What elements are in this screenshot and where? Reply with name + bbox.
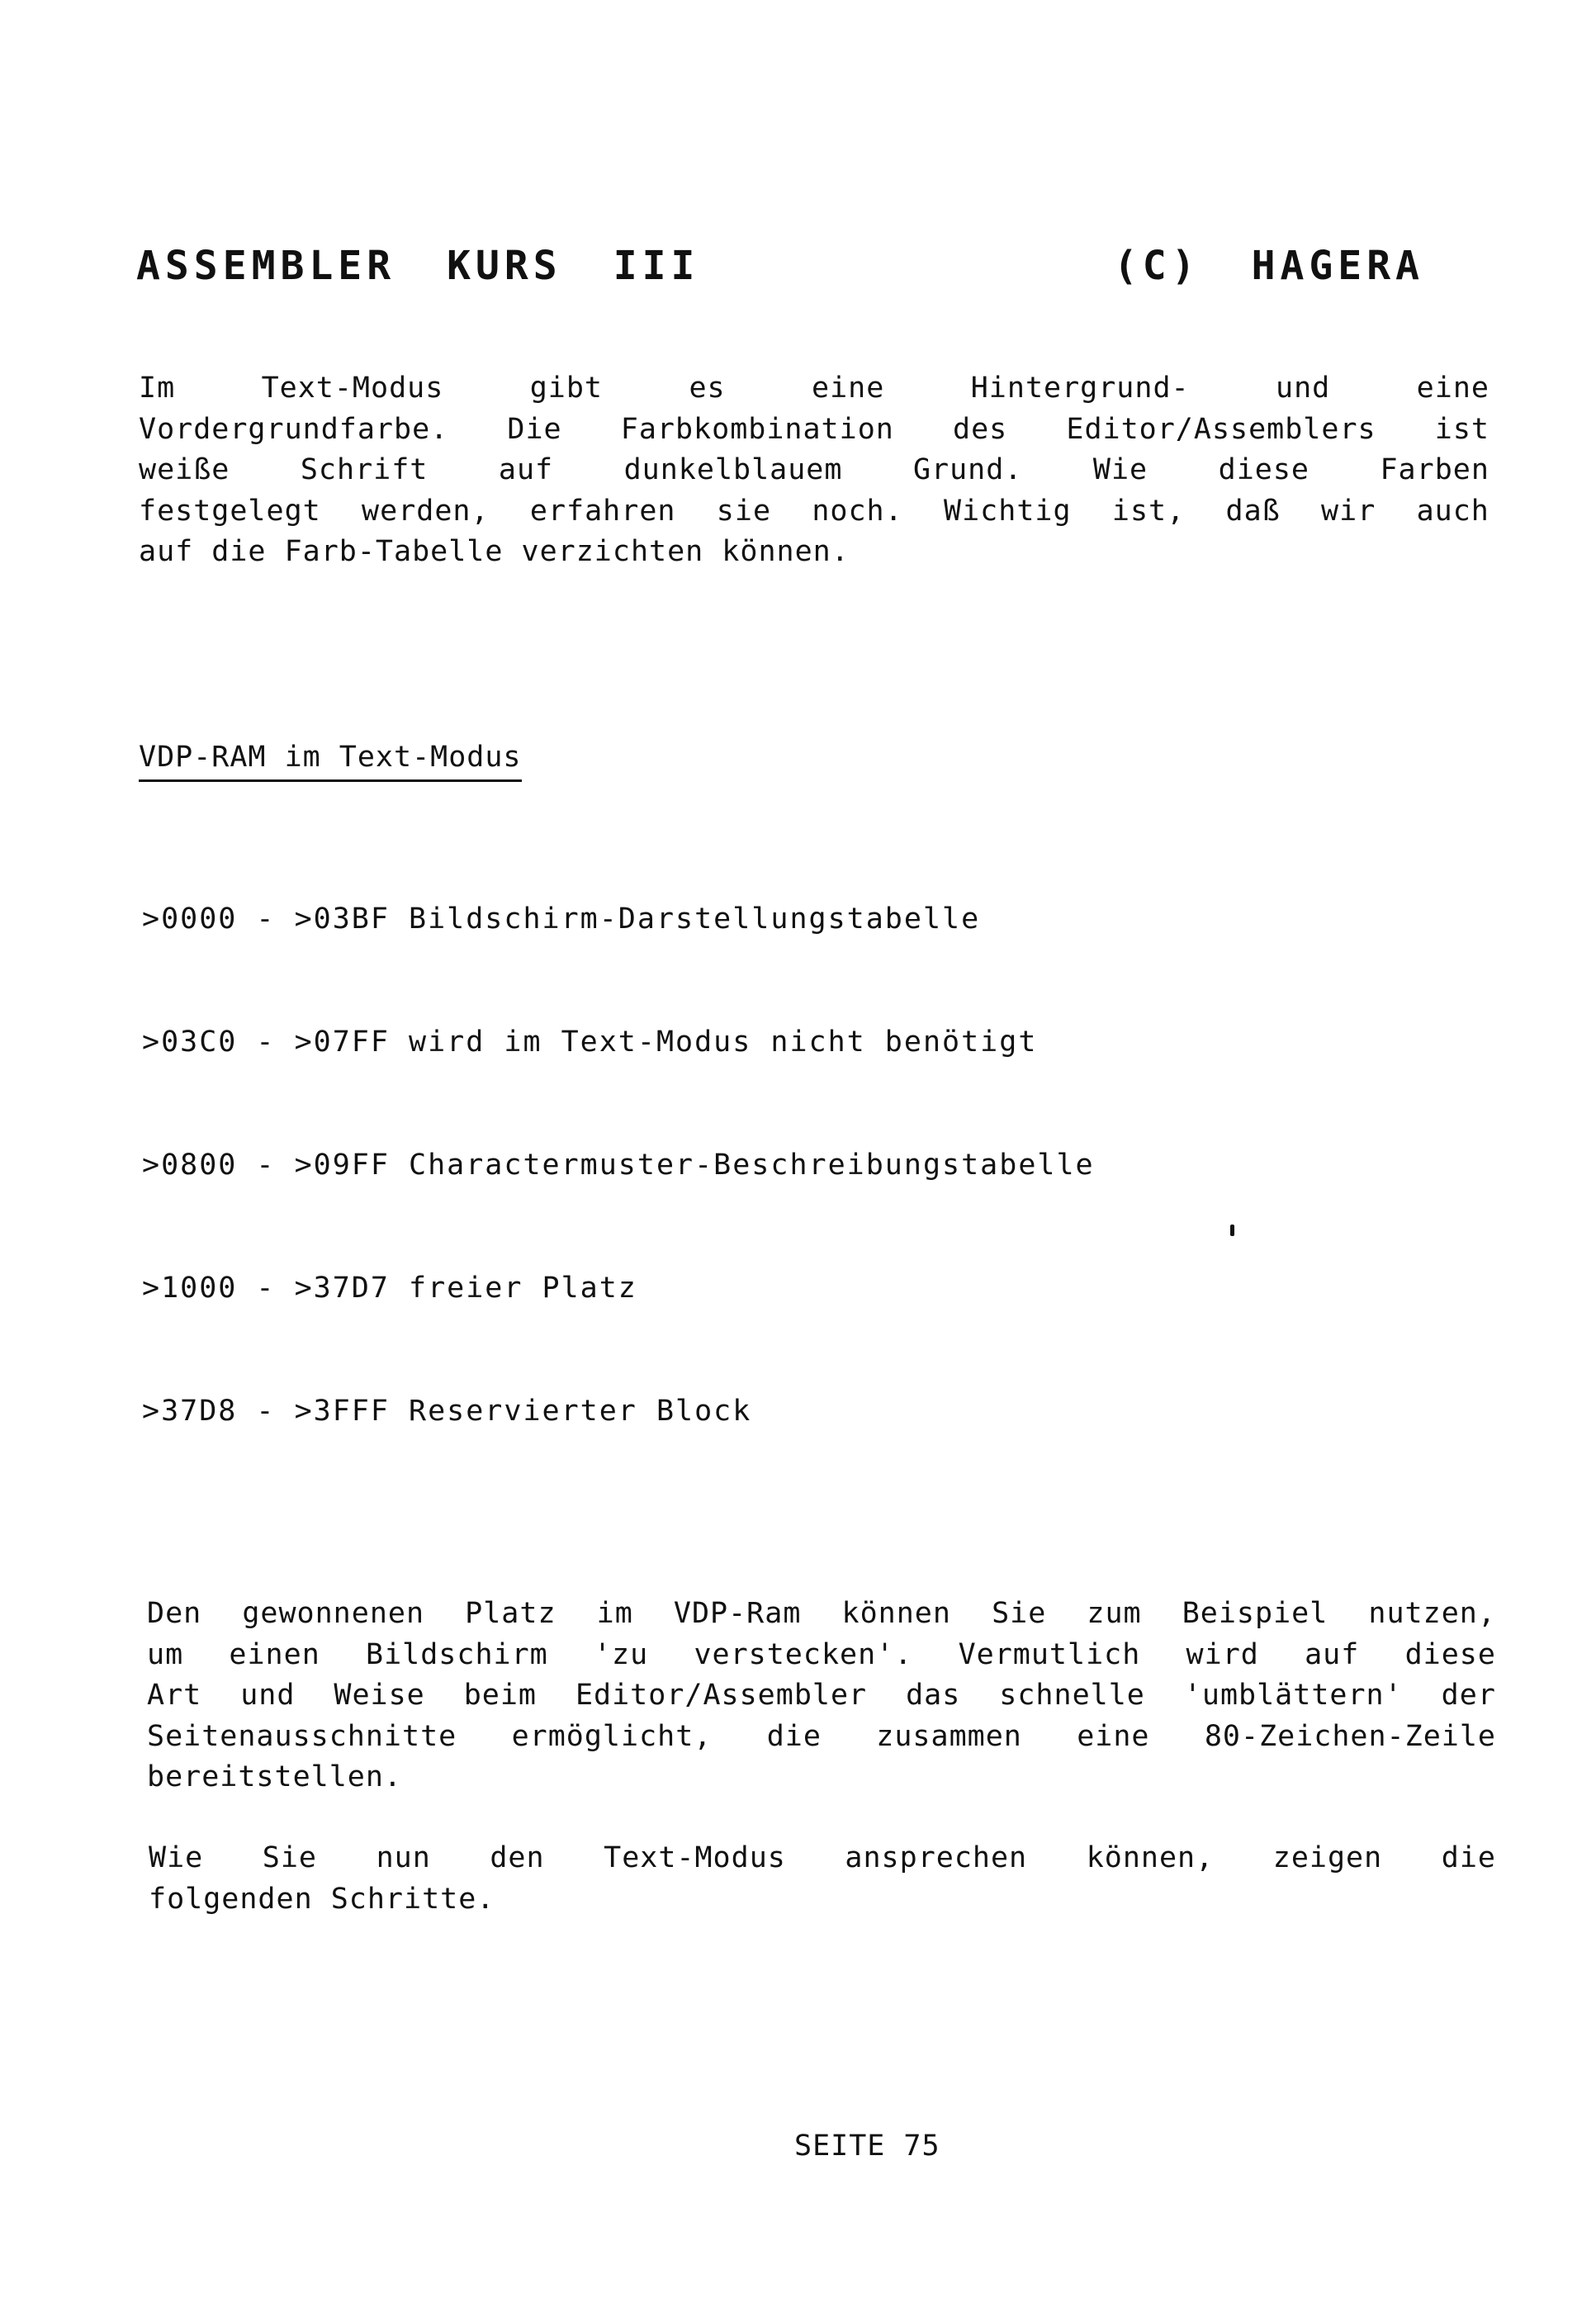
word: ermöglicht,	[511, 1719, 713, 1753]
word: zusammen	[876, 1719, 1022, 1753]
word: Vordergrundfarbe.	[139, 412, 449, 446]
word: Editor/Assembler	[575, 1679, 868, 1712]
page-heading	[136, 241, 1424, 291]
usage-line	[147, 1635, 1496, 1676]
range-start: >1000	[142, 1272, 238, 1305]
word: Sie	[262, 1841, 317, 1874]
range-end: >3FFF	[294, 1395, 390, 1428]
word: Sie	[992, 1597, 1047, 1630]
word: ist	[1434, 412, 1489, 446]
intro-line	[139, 450, 1489, 491]
word: wir	[1321, 494, 1376, 528]
word: schnelle	[999, 1679, 1145, 1712]
word: können,	[1086, 1841, 1215, 1874]
word: daß	[1225, 494, 1281, 528]
word: wird	[1186, 1637, 1259, 1671]
closing-paragraph	[149, 1838, 1496, 1920]
intro-line	[139, 491, 1489, 533]
memory-map-row: >37D8 - >3FFF Reservierter Block	[142, 1395, 752, 1428]
word: Wichtig	[944, 494, 1072, 528]
title-word-volume: III	[613, 243, 700, 289]
page-number: SEITE 75	[794, 2130, 940, 2163]
word: den	[490, 1841, 545, 1874]
word: Weise	[334, 1679, 425, 1712]
word: Platz	[465, 1597, 556, 1630]
word: die	[766, 1719, 822, 1753]
word: werden,	[362, 494, 490, 528]
closing-line	[149, 1838, 1496, 1879]
word: und	[240, 1679, 296, 1712]
range-end: >37D7	[294, 1272, 390, 1305]
word: einen	[229, 1637, 320, 1671]
word: eine	[812, 372, 885, 405]
word: Beispiel	[1182, 1597, 1328, 1630]
word: können	[841, 1597, 951, 1630]
word: das	[906, 1679, 961, 1712]
word: ansprechen	[845, 1841, 1028, 1874]
word: Wie	[1092, 453, 1148, 486]
word: Im	[139, 372, 176, 405]
word: 'zu	[593, 1637, 649, 1671]
word: Text-Modus	[604, 1841, 786, 1874]
word: Art	[147, 1679, 202, 1712]
word: 'umblättern'	[1183, 1679, 1403, 1712]
word: VDP-Ram	[673, 1597, 802, 1630]
word: nun	[376, 1841, 431, 1874]
word: Seitenausschnitte	[147, 1719, 457, 1753]
word: auch	[1416, 494, 1489, 528]
memory-map-row: >0800 - >09FF Charactermuster-Beschreibungstabelle	[142, 1149, 1095, 1182]
word: im	[596, 1597, 633, 1630]
usage-paragraph	[147, 1594, 1496, 1798]
intro-paragraph	[139, 368, 1489, 573]
word: 80-Zeichen-Zeile	[1204, 1719, 1496, 1753]
word: festgelegt	[139, 494, 321, 528]
memory-map-row: >03C0 - >07FF wird im Text-Modus nicht benötigt	[142, 1026, 1038, 1059]
word: gibt	[529, 372, 604, 405]
word: der	[1441, 1679, 1496, 1712]
word: und	[1276, 372, 1331, 405]
word: Editor/Assemblers	[1066, 412, 1376, 446]
intro-line	[139, 368, 1489, 410]
word: eine	[1416, 372, 1489, 405]
word: des	[953, 412, 1008, 446]
word: zeigen	[1272, 1841, 1383, 1874]
closing-line: folgenden Schritte.	[149, 1882, 495, 1916]
usage-line	[147, 1717, 1496, 1758]
word: gewonnenen	[242, 1597, 425, 1630]
range-start: >0800	[142, 1149, 238, 1182]
range-end: >09FF	[294, 1149, 390, 1182]
range-start: >37D8	[142, 1395, 238, 1428]
word: es	[689, 372, 726, 405]
word: Farbkombination	[620, 412, 894, 446]
word: beim	[463, 1679, 537, 1712]
range-description: Bildschirm-Darstellungstabelle	[409, 903, 981, 936]
word: diese	[1404, 1637, 1496, 1671]
word: Schrift	[300, 453, 429, 486]
word: Den	[147, 1597, 202, 1630]
word: Wie	[149, 1841, 204, 1874]
range-start: >0000	[142, 903, 238, 936]
word: sie	[716, 494, 772, 528]
word: eine	[1077, 1719, 1150, 1753]
range-start: >03C0	[142, 1026, 238, 1059]
range-description: Reservierter Block	[409, 1395, 752, 1428]
memory-map-row: >1000 - >37D7 freier Platz	[142, 1272, 637, 1305]
course-title	[136, 241, 699, 291]
word: noch.	[812, 494, 903, 528]
word: nutzen,	[1368, 1597, 1496, 1630]
stray-ink-mark	[1230, 1225, 1234, 1236]
usage-line	[147, 1675, 1496, 1717]
word: ist,	[1111, 494, 1186, 528]
word: Die	[507, 412, 562, 446]
word: verstecken'.	[694, 1637, 913, 1671]
range-end: >03BF	[294, 903, 390, 936]
word: um	[147, 1637, 184, 1671]
word: Vermutlich	[958, 1637, 1141, 1671]
word: auf	[1305, 1637, 1360, 1671]
usage-line	[147, 1594, 1496, 1635]
word: auf	[498, 453, 554, 486]
author-name: HAGERA	[1251, 243, 1424, 289]
intro-line	[139, 410, 1489, 451]
intro-line: auf die Farb-Tabelle verzichten können.	[139, 535, 850, 568]
word: Text-Modus	[261, 372, 444, 405]
word: die	[1441, 1841, 1496, 1874]
title-word-kurs: KURS	[447, 243, 562, 289]
usage-line: bereitstellen.	[147, 1760, 403, 1793]
word: weiße	[139, 453, 230, 486]
word: diese	[1218, 453, 1309, 486]
memory-map-row: >0000 - >03BF Bildschirm-Darstellungstabelle	[142, 903, 981, 936]
copyright-mark: (C)	[1113, 243, 1201, 289]
title-word-assembler: ASSEMBLER	[136, 243, 396, 289]
word: Grund.	[912, 453, 1023, 486]
range-description: freier Platz	[409, 1272, 637, 1305]
section-title: VDP-RAM im Text-Modus	[139, 737, 522, 782]
range-description: wird im Text-Modus nicht benötigt	[409, 1026, 1038, 1059]
range-description: Charactermuster-Beschreibungstabelle	[409, 1149, 1095, 1182]
range-end: >07FF	[294, 1026, 390, 1059]
word: Farben	[1380, 453, 1489, 486]
word: Hintergrund-	[970, 372, 1190, 405]
word: erfahren	[529, 494, 676, 528]
author-credit	[1114, 241, 1424, 291]
word: dunkelblauem	[623, 453, 843, 486]
word: zum	[1087, 1597, 1142, 1630]
word: Bildschirm	[366, 1637, 548, 1671]
